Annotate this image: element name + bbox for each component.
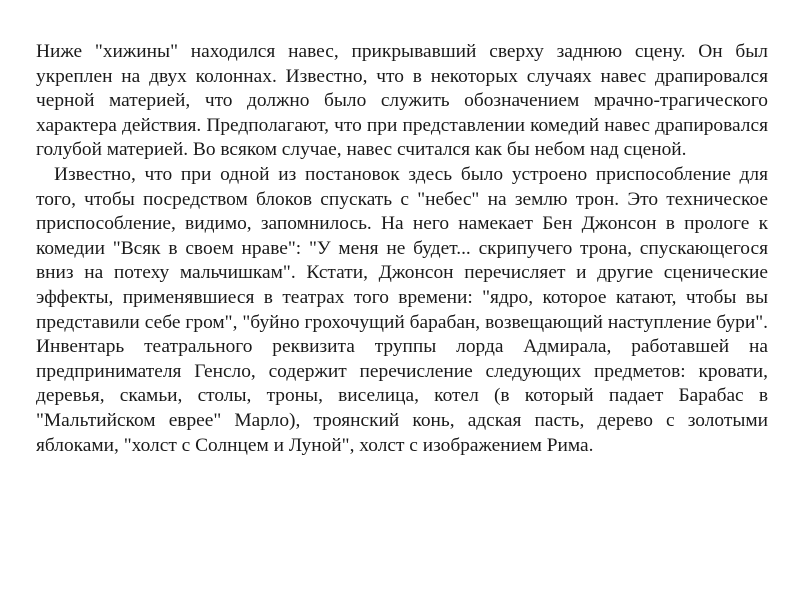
paragraph-stage-effects: Известно, что при одной из постановок здесь было устроено приспособление для того, чтобы посредством блоков спускать с "небес" на землю трон. Это техническое приспособление, видимо, запомнилось. На него намекает Бен Джонсон в прологе к комедии "Всяк в своем нраве": "У меня не будет... скрипучего трона, спускающегося вниз на потеху мальчишкам". Кстати, Джонсон перечисляет и другие сценические эффекты, применявшиеся в театрах того времени: "ядро, которое катают, чтобы вы представили себе гром", "буйно грохочущий барабан, возвещающий наступление бури". Инвентарь театрального реквизита труппы лорда Адмирала, работавшей на предпринимателя Генсло, содержит перечисление следующих предметов: кровати, деревья, скамьи, столы, троны, виселица, котел (в который падает Барабас в "Мальтийском еврее" Марло), троянский конь, адская пасть, дерево с золотыми яблоками, "холст с Солнцем и Луной", холст с изображением Рима.: [36, 163, 768, 456]
paragraph-canopy: Ниже "хижины" находился навес, прикрывавший сверху заднюю сцену. Он был укреплен на двух колоннах. Известно, что в некоторых случаях навес драпировался черной материей, что должно было служить обозначением мрачно-трагического характера действия. Предполагают, что при представлении комедий навес драпировался голубой материей. Во всяком случае, навес считался как бы небом над сценой.: [36, 41, 768, 161]
document-page: [36, 40, 768, 458]
